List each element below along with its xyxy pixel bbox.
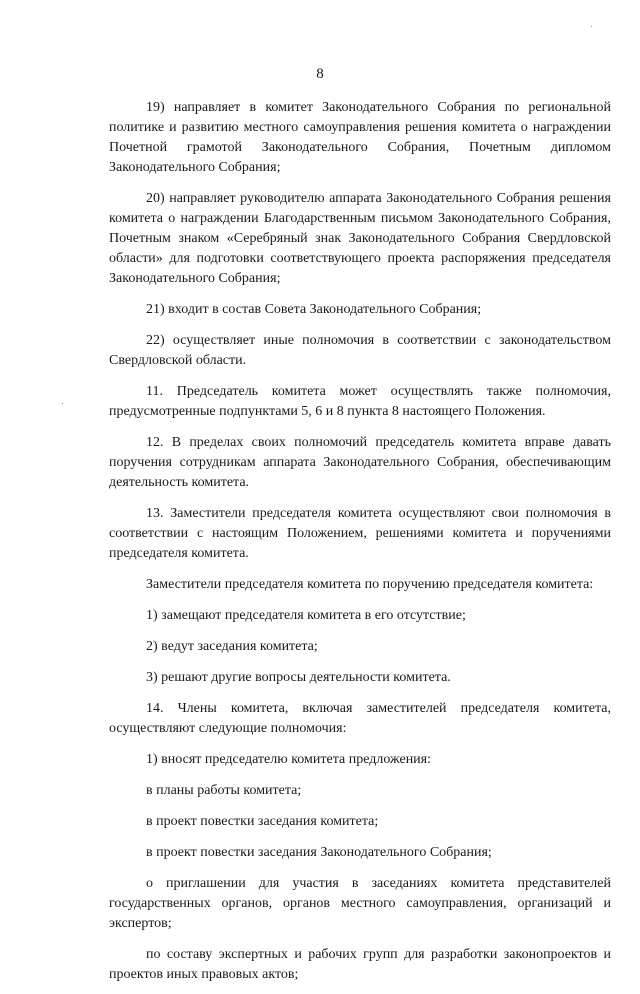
paragraph-item-19: 19) направляет в комитет Законодательного Собрания по региональной политике и развитию местного самоуправления решения комитета о награждении Почетной грамотой Законодательного Собрания, Почетным дипломом Законодательного Собрания; xyxy=(109,100,611,175)
paragraph-item-22: 22) осуществляет иные полномочия в соответствии с законодательством Свердловской области. xyxy=(109,333,611,368)
paragraph-item-20: 20) направляет руководителю аппарата Законодательного Собрания решения комитета о награждении Благодарственным письмом Законодательного Собрания, Почетным знаком «Серебряный знак Законодательного Собрания Свердловской области» для подготовки соответствующего проекта распоряжения председателя Законодательного Собрания; xyxy=(109,191,611,286)
paragraph-deputies-intro: Заместители председателя комитета по поручению председателя комитета: xyxy=(146,577,594,592)
scan-speck xyxy=(591,26,592,27)
page-number: 8 xyxy=(316,66,324,82)
paragraph-proposal-committee-agenda: в проект повестки заседания комитета; xyxy=(146,814,379,829)
document-body xyxy=(109,98,611,994)
paragraph-deputies-item-1: 1) замещают председателя комитета в его отсутствие; xyxy=(146,608,466,623)
paragraph-proposal-assembly-agenda: в проект повестки заседания Законодательного Собрания; xyxy=(146,845,492,860)
scan-speck xyxy=(62,403,63,404)
paragraph-clause-13: 13. Заместители председателя комитета осуществляют свои полномочия в соответствии с настоящим Положением, решениями комитета и поручениями председателя комитета. xyxy=(109,506,611,561)
paragraph-deputies-item-2: 2) ведут заседания комитета; xyxy=(146,639,318,654)
paragraph-proposal-work-plans: в планы работы комитета; xyxy=(146,783,302,798)
paragraph-item-21: 21) входит в состав Совета Законодательного Собрания; xyxy=(146,302,482,317)
paragraph-deputies-item-3: 3) решают другие вопросы деятельности комитета. xyxy=(146,670,451,685)
paragraph-proposal-working-groups: по составу экспертных и рабочих групп для разработки законопроектов и проектов иных правовых актов; xyxy=(109,947,611,982)
paragraph-proposal-invitations: о приглашении для участия в заседаниях комитета представителей государственных органов, органов местного самоуправления, организаций и экспертов; xyxy=(109,876,611,931)
paragraph-members-item-1: 1) вносят председателю комитета предложения: xyxy=(146,752,432,767)
paragraph-clause-11: 11. Председатель комитета может осуществлять также полномочия, предусмотренные подпунктами 5, 6 и 8 пункта 8 настоящего Положения. xyxy=(109,384,611,419)
paragraph-clause-14: 14. Члены комитета, включая заместителей председателя комитета, осуществляют следующие полномочия: xyxy=(109,701,611,736)
paragraph-clause-12: 12. В пределах своих полномочий председатель комитета вправе давать поручения сотрудникам аппарата Законодательного Собрания, обеспечивающим деятельность комитета. xyxy=(109,435,611,490)
